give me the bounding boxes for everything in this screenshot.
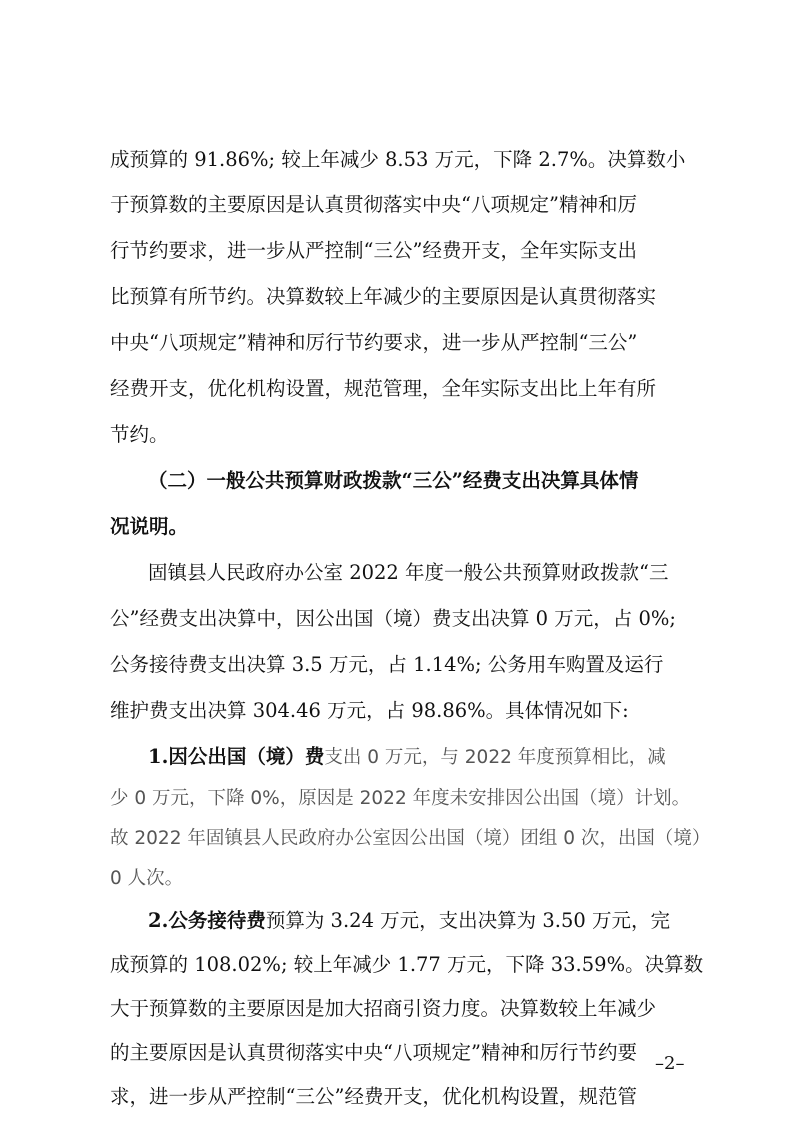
page-number: –2– (655, 1053, 685, 1074)
item-2-text: 预算为 3.24 万元，支出决算为 3.50 万元，完 (265, 909, 670, 932)
item-1-text: 支出 0 万元，与 2022 年度预算相比，减 (324, 747, 666, 768)
item-1-first-line (148, 744, 728, 770)
item-1-title: 1.因公出国（境）费 (148, 745, 325, 768)
body-text-line: 成预算的 91.86%; 较上年减少 8.53 万元，下降 2.7%。决算数小 (110, 148, 686, 171)
item-2-title: 2.公务接待费 (148, 909, 266, 932)
body-text-line: 固镇县人民政府办公室 2022 年度一般公共预算财政拨款“三 (148, 561, 669, 584)
body-text-line: 故 2022 年固镇县人民政府办公室因公出国（境）团组 0 次，出国（境） (110, 828, 711, 849)
body-text-line: 大于预算数的主要原因是加大招商引资力度。决算数较上年减少 (110, 997, 657, 1020)
section-heading: 况说明。 (110, 515, 189, 538)
body-text-line: 行节约要求，进一步从严控制“三公”经费开支，全年实际支出 (110, 239, 637, 262)
body-text-line: 少 0 万元，下降 0%，原因是 2022 年度未安排因公出国（境）计划。 (110, 788, 691, 809)
body-text-line: 公”经费支出决算中，因公出国（境）费支出决算 0 万元，占 0%; (110, 607, 676, 630)
body-text-line: 成预算的 108.02%; 较上年减少 1.77 万元，下降 33.59%。决算数 (110, 953, 704, 976)
body-text-line: 求，进一步从严控制“三公”经费开支，优化机构设置，规范管 (110, 1085, 637, 1108)
body-text-line: 的主要原因是认真贯彻落实中央“八项规定”精神和厉行节约要 (110, 1041, 637, 1064)
item-2-first-line (148, 908, 728, 934)
body-text-line: 节约。 (110, 423, 169, 446)
body-text-line: 经费开支，优化机构设置，规范管理，全年实际支出比上年有所 (110, 377, 657, 400)
body-text-line: 维护费支出决算 304.46 万元，占 98.86%。具体情况如下: (110, 699, 629, 722)
body-text-line: 0 人次。 (110, 868, 184, 889)
body-text-line: 比预算有所节约。决算数较上年减少的主要原因是认真贯彻落实 (110, 285, 657, 308)
section-heading: （二）一般公共预算财政拨款“三公”经费支出决算具体情 (148, 469, 639, 492)
body-text-line: 于预算数的主要原因是认真贯彻落实中央“八项规定”精神和厉 (110, 193, 637, 216)
body-text-line: 中央“八项规定”精神和厉行节约要求，进一步从严控制“三公” (110, 331, 638, 354)
body-text-line: 公务接待费支出决算 3.5 万元，占 1.14%; 公务用车购置及运行 (110, 653, 664, 676)
